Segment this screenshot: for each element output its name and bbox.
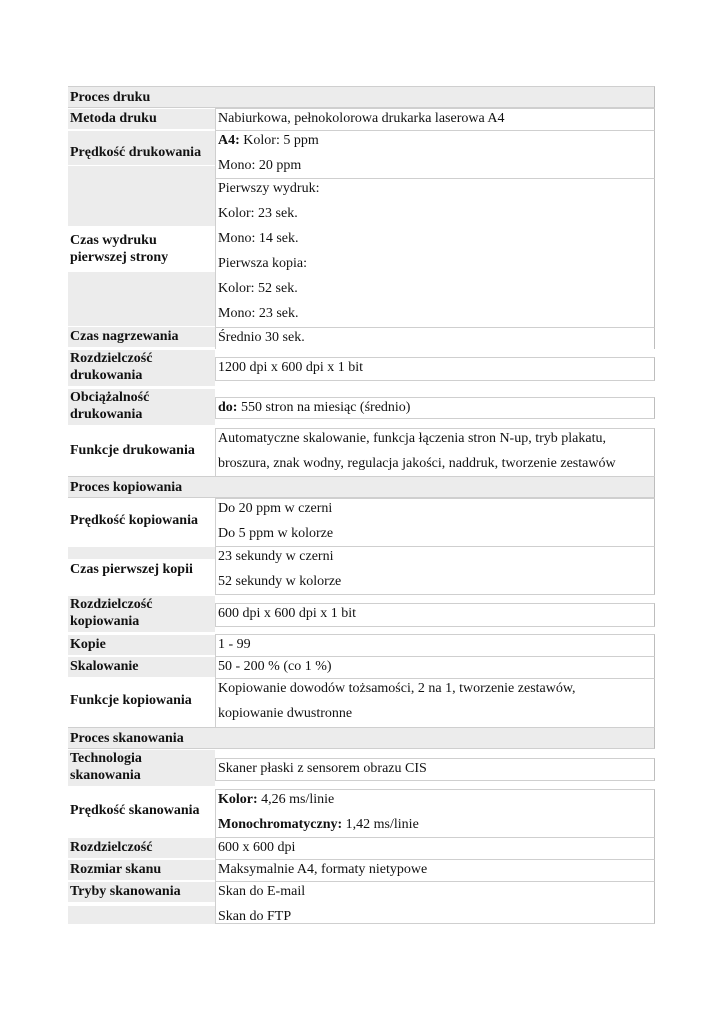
label-duty: Obciążalność drukowania xyxy=(68,389,215,425)
label-print-speed: Prędkość drukowania xyxy=(68,131,215,165)
label-first-copy-gap xyxy=(68,547,215,559)
first-print-line-6: Mono: 23 sek. xyxy=(218,306,299,321)
value-scan-speed xyxy=(215,789,655,837)
value-scaling xyxy=(215,656,655,678)
value-print-resolution xyxy=(215,357,655,381)
value-copy-resolution xyxy=(215,603,655,627)
label-print-resolution: Rozdzielczość drukowania xyxy=(68,350,215,386)
value-print-method xyxy=(215,108,655,130)
copy-speed-line-1: Do 20 ppm w czerni xyxy=(218,501,333,516)
print-functions-line-1: Automatyczne skalowanie, funkcja łączenia stron N-up, tryb plakatu, xyxy=(218,431,606,446)
value-first-print xyxy=(215,178,655,327)
label-first-copy: Czas pierwszej kopii xyxy=(68,560,215,594)
value-copy-functions xyxy=(215,678,655,727)
value-print-functions xyxy=(215,428,655,476)
label-scan-size: Rozmiar skanu xyxy=(68,860,215,880)
value-duty xyxy=(215,397,655,419)
duty-prefix: do: xyxy=(218,400,238,415)
section-header-scan: Proces skanowania xyxy=(68,727,655,749)
value-copies xyxy=(215,634,655,656)
value-print-resolution-text: 1200 dpi x 600 dpi x 1 bit xyxy=(218,360,364,375)
label-scan-modes: Tryby skanowania xyxy=(68,882,215,902)
label-copy-resolution: Rozdzielczość kopiowania xyxy=(68,596,215,632)
label-scan-tech: Technologia skanowania xyxy=(68,750,215,786)
copy-functions-line-2: kopiowanie dwustronne xyxy=(218,706,353,721)
print-speed-a4-prefix: A4: xyxy=(218,133,240,148)
value-print-method-text: Nabiurkowa, pełnokolorowa drukarka laserowa A4 xyxy=(218,111,505,126)
value-copy-resolution-text: 600 dpi x 600 dpi x 1 bit xyxy=(218,606,357,621)
label-copy-functions: Funkcje kopiowania xyxy=(68,679,215,725)
copy-functions-line-1: Kopiowanie dowodów tożsamości, 2 na 1, tworzenie zestawów, xyxy=(218,681,576,696)
scan-speed-color-prefix: Kolor: xyxy=(218,792,258,807)
scan-speed-color: 4,26 ms/linie xyxy=(257,792,335,807)
scan-speed-mono-prefix: Monochromatyczny: xyxy=(218,817,343,832)
first-copy-line-1: 23 sekundy w czerni xyxy=(218,549,334,564)
scan-modes-line-1: Skan do E-mail xyxy=(218,884,306,899)
value-scan-resolution xyxy=(215,837,655,859)
scan-speed-mono: 1,42 ms/linie xyxy=(342,817,419,832)
value-copy-speed xyxy=(215,498,655,546)
duty-text: 550 stron na miesiąc (średnio) xyxy=(237,400,411,415)
value-scan-tech-text: Skaner płaski z sensorem obrazu CIS xyxy=(218,761,427,776)
label-copy-speed: Prędkość kopiowania xyxy=(68,499,215,545)
scan-modes-line-2: Skan do FTP xyxy=(218,909,292,924)
label-scan-speed: Prędkość skanowania xyxy=(68,789,215,835)
value-warmup xyxy=(215,327,655,349)
value-scan-size-text: Maksymalnie A4, formaty nietypowe xyxy=(218,862,428,877)
value-scan-resolution-text: 600 x 600 dpi xyxy=(218,840,296,855)
value-warmup-text: Średnio 30 sek. xyxy=(218,330,305,345)
first-print-line-5: Kolor: 52 sek. xyxy=(218,281,298,296)
label-first-print-gap-top xyxy=(68,166,215,226)
label-print-method: Metoda druku xyxy=(68,109,215,129)
label-scan-modes-gap xyxy=(68,906,215,924)
value-scan-size xyxy=(215,859,655,881)
copy-speed-line-2: Do 5 ppm w kolorze xyxy=(218,526,334,541)
value-scan-modes xyxy=(215,881,655,924)
value-print-speed xyxy=(215,130,655,178)
label-scan-resolution: Rozdzielczość xyxy=(68,838,215,858)
label-first-print: Czas wydruku pierwszej strony xyxy=(68,232,215,268)
first-print-line-2: Kolor: 23 sek. xyxy=(218,206,298,221)
label-print-functions: Funkcje drukowania xyxy=(68,429,215,475)
print-functions-line-2: broszura, znak wodny, regulacja jakości, naddruk, tworzenie zestawów xyxy=(218,456,616,471)
section-header-copy: Proces kopiowania xyxy=(68,476,655,498)
first-print-line-4: Pierwsza kopia: xyxy=(218,256,308,271)
value-scan-tech xyxy=(215,758,655,781)
value-scaling-text: 50 - 200 % (co 1 %) xyxy=(218,659,332,674)
first-print-line-1: Pierwszy wydruk: xyxy=(218,181,320,196)
label-first-print-gap-bottom xyxy=(68,272,215,326)
value-copies-text: 1 - 99 xyxy=(218,637,251,652)
value-first-copy xyxy=(215,546,655,595)
print-speed-mono: Mono: 20 ppm xyxy=(218,158,302,173)
first-print-line-3: Mono: 14 sek. xyxy=(218,231,299,246)
first-copy-line-2: 52 sekundy w kolorze xyxy=(218,574,342,589)
label-scaling: Skalowanie xyxy=(68,657,215,677)
print-speed-color: Kolor: 5 ppm xyxy=(239,133,319,148)
section-header-print: Proces druku xyxy=(68,86,655,108)
label-copies: Kopie xyxy=(68,635,215,655)
label-warmup: Czas nagrzewania xyxy=(68,327,215,347)
